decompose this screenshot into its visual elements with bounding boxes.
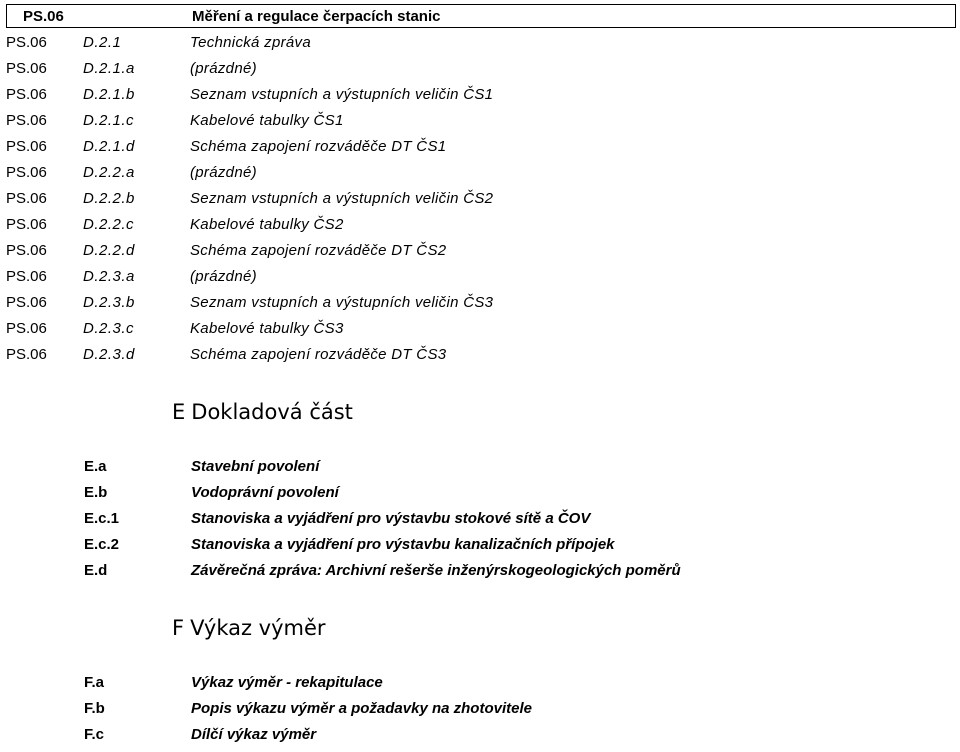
row-title: (prázdné) xyxy=(190,268,257,285)
row-code: D.2.3.b xyxy=(83,294,135,311)
row-ps: PS.06 xyxy=(6,190,47,207)
section-name: Dokladová část xyxy=(191,400,353,424)
row-code: D.2.1.b xyxy=(83,86,135,103)
row-title: Schéma zapojení rozváděče DT ČS2 xyxy=(190,242,447,259)
section-header xyxy=(6,4,956,28)
row-code: D.2.2.d xyxy=(83,242,135,259)
item-title: Stanoviska a vyjádření pro výstavbu kanalizačních přípojek xyxy=(191,536,615,553)
row-code: D.2.2.a xyxy=(83,164,135,181)
item-title: Popis výkazu výměr a požadavky na zhotovitele xyxy=(191,700,532,717)
row-code: D.2.3.d xyxy=(83,346,135,363)
row-code: D.2.1.d xyxy=(83,138,135,155)
row-code: D.2.2.b xyxy=(83,190,135,207)
row-ps: PS.06 xyxy=(6,320,47,337)
row-ps: PS.06 xyxy=(6,60,47,77)
row-ps: PS.06 xyxy=(6,164,47,181)
row-title: Kabelové tabulky ČS2 xyxy=(190,216,344,233)
row-code: D.2.1.c xyxy=(83,112,135,129)
item-code: F.b xyxy=(84,700,105,717)
row-ps: PS.06 xyxy=(6,112,47,129)
item-code: E.c.1 xyxy=(84,510,120,527)
section-name: Výkaz výměr xyxy=(190,616,326,640)
section-letter: F xyxy=(172,616,185,640)
item-code: F.a xyxy=(84,674,105,691)
row-ps: PS.06 xyxy=(6,346,47,363)
row-code: D.2.3.a xyxy=(83,268,135,285)
item-title: Stavební povolení xyxy=(191,458,320,475)
item-code: E.d xyxy=(84,562,108,579)
row-title: Seznam vstupních a výstupních veličin ČS1 xyxy=(190,86,494,103)
row-title: Schéma zapojení rozváděče DT ČS1 xyxy=(190,138,447,155)
row-ps: PS.06 xyxy=(6,34,47,51)
row-title: (prázdné) xyxy=(190,164,257,181)
item-title: Dílčí výkaz výměr xyxy=(191,726,317,743)
row-ps: PS.06 xyxy=(6,294,47,311)
item-title: Závěrečná zpráva: Archivní rešerše inženýrskogeologických poměrů xyxy=(191,562,681,579)
item-code: E.a xyxy=(84,458,107,475)
item-code: F.c xyxy=(84,726,105,743)
section-letter: E xyxy=(172,400,186,424)
row-code: D.2.3.c xyxy=(83,320,135,337)
item-title: Vodoprávní povolení xyxy=(191,484,339,501)
row-ps: PS.06 xyxy=(6,242,47,259)
item-code: E.c.2 xyxy=(84,536,120,553)
section-title-e xyxy=(172,400,353,424)
row-title: Technická zpráva xyxy=(190,34,311,51)
row-title: Kabelové tabulky ČS1 xyxy=(190,112,344,129)
section-title-f xyxy=(172,616,326,640)
row-title: (prázdné) xyxy=(190,60,257,77)
item-title: Stanoviska a vyjádření pro výstavbu stokové sítě a ČOV xyxy=(191,510,591,527)
row-title: Kabelové tabulky ČS3 xyxy=(190,320,344,337)
row-code: D.2.1.a xyxy=(83,60,135,77)
row-title: Schéma zapojení rozváděče DT ČS3 xyxy=(190,346,447,363)
row-code: D.2.2.c xyxy=(83,216,135,233)
item-code: E.b xyxy=(84,484,108,501)
row-ps: PS.06 xyxy=(6,86,47,103)
header-title: Měření a regulace čerpacích stanic xyxy=(192,8,441,25)
header-code: PS.06 xyxy=(23,8,64,25)
row-ps: PS.06 xyxy=(6,268,47,285)
row-code: D.2.1 xyxy=(83,34,122,51)
row-title: Seznam vstupních a výstupních veličin ČS2 xyxy=(190,190,494,207)
row-ps: PS.06 xyxy=(6,138,47,155)
row-title: Seznam vstupních a výstupních veličin ČS3 xyxy=(190,294,494,311)
item-title: Výkaz výměr - rekapitulace xyxy=(191,674,383,691)
row-ps: PS.06 xyxy=(6,216,47,233)
